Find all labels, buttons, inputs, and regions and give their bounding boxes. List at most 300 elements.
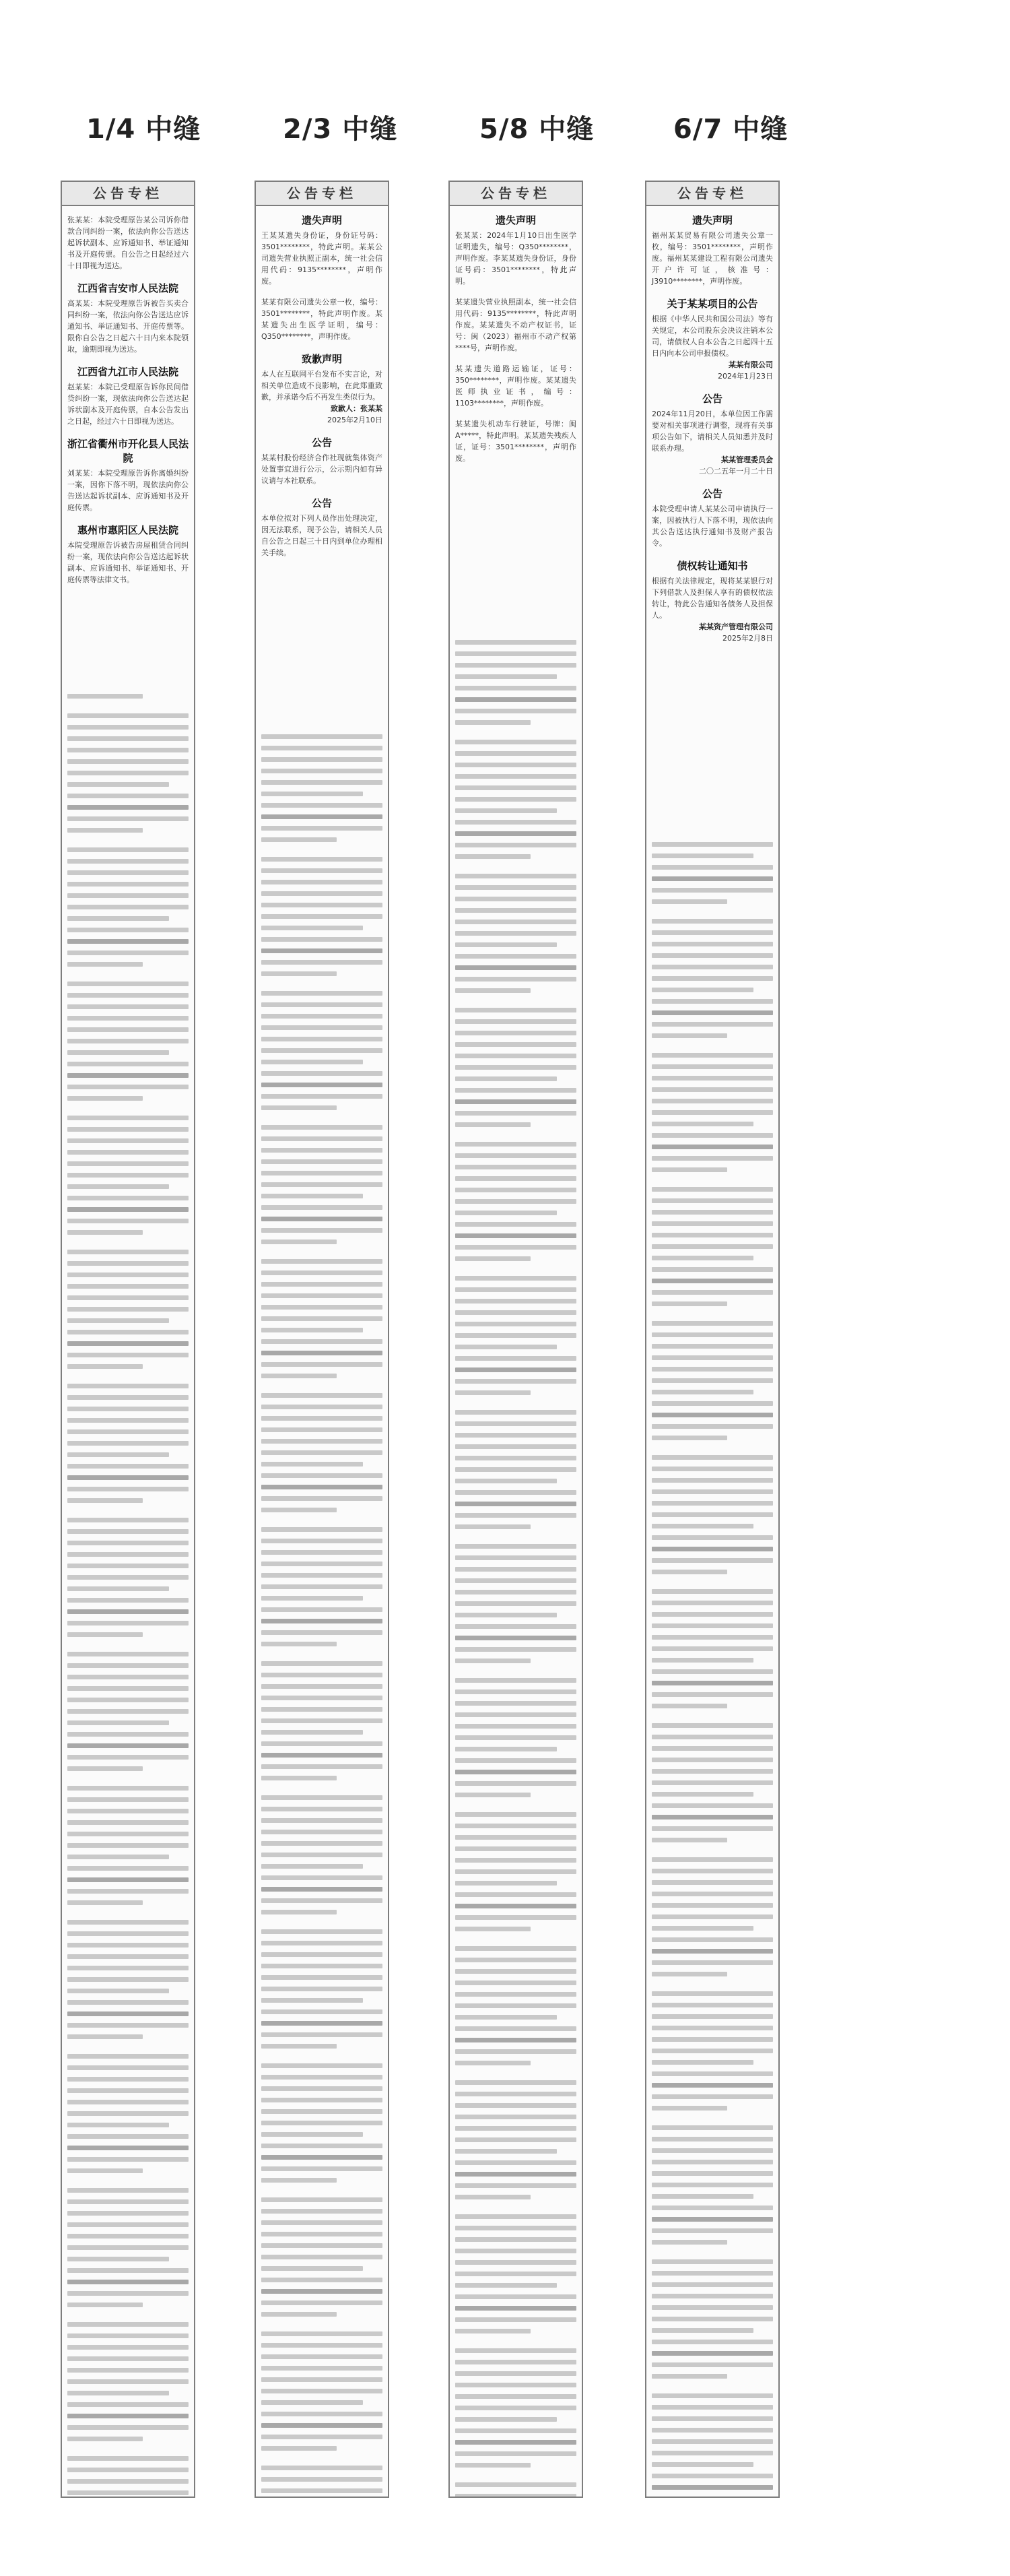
- text-line: [455, 1747, 557, 1751]
- text-line: [261, 2098, 382, 2102]
- text-line: [455, 1647, 576, 1652]
- text-line: [652, 1792, 753, 1797]
- column-heading-3: 5/8 中缝: [479, 114, 595, 145]
- text-line: [455, 931, 576, 936]
- text-line: [261, 1561, 382, 1566]
- text-line: [652, 2405, 773, 2410]
- text-line: [652, 1436, 727, 1440]
- text-line: [67, 713, 189, 718]
- text-line: [67, 2425, 189, 2430]
- text-line: [67, 1039, 189, 1043]
- notice-signature: 某某有限公司: [729, 360, 773, 369]
- text-line: [652, 976, 773, 981]
- text-line: [261, 1159, 382, 1164]
- text-line: [261, 1596, 363, 1601]
- text-line: [652, 1064, 773, 1069]
- text-line: [67, 2368, 189, 2373]
- text-line: [67, 1004, 189, 1009]
- text-line: [455, 709, 576, 713]
- notice-item: [455, 213, 576, 287]
- text-line: [455, 1233, 576, 1238]
- text-line: [261, 1270, 382, 1275]
- notice-body: 某某村股份经济合作社现就集体资产处置事宜进行公示，公示期内如有异议请与本社联系。: [261, 453, 382, 485]
- text-line: [67, 2222, 189, 2227]
- text-line: [652, 2271, 773, 2276]
- text-line: [455, 1421, 576, 1426]
- text-line: [67, 1341, 189, 1346]
- text-line: [652, 2228, 773, 2233]
- text-line: [455, 1390, 531, 1395]
- text-line: [652, 2328, 753, 2333]
- notice-title: 遗失声明: [495, 214, 536, 226]
- text-line: [261, 2377, 382, 2382]
- text-line: [67, 1720, 169, 1725]
- text-line: [652, 2217, 773, 2222]
- text-line: [67, 1273, 189, 1277]
- text-line: [455, 1701, 576, 1706]
- text-line: [455, 2092, 576, 2096]
- text-line: [652, 2474, 773, 2478]
- text-line: [455, 2294, 576, 2299]
- text-line: [455, 1333, 576, 1338]
- text-line: [261, 2021, 382, 2026]
- text-line: [67, 2146, 189, 2150]
- notice-body: 本院受理申请人某某公司申请执行一案，因被执行人下落不明，现依法向其公告送达执行通知书及财产报告令。: [652, 505, 773, 548]
- notice-item: [652, 558, 773, 644]
- notice-title: 关于某某项目的公告: [667, 298, 758, 310]
- text-line: [67, 805, 189, 810]
- text-line: [455, 954, 576, 959]
- text-line: [455, 1310, 576, 1315]
- text-line: [67, 2211, 189, 2216]
- text-line: [455, 2249, 576, 2253]
- text-line: [67, 2437, 143, 2441]
- text-line: [455, 1601, 576, 1606]
- text-line: [652, 2148, 773, 2153]
- text-line: [261, 1941, 382, 1945]
- notice-column-2: [255, 181, 389, 2498]
- text-line: [652, 1857, 773, 1862]
- text-line: [455, 1345, 557, 1349]
- text-line: [652, 1803, 773, 1808]
- text-line: [455, 2137, 576, 2142]
- text-line: [67, 1954, 189, 1959]
- text-line: [67, 736, 189, 741]
- text-line: [261, 1462, 363, 1467]
- text-line: [261, 1496, 382, 1501]
- text-line: [261, 1619, 382, 1623]
- text-line: [652, 1087, 773, 1092]
- text-line: [261, 2400, 363, 2405]
- text-line: [652, 1903, 773, 1908]
- text-line: [67, 993, 189, 998]
- notice-item: [652, 296, 773, 382]
- text-line: [652, 1332, 773, 1337]
- text-line: [261, 2289, 382, 2294]
- notice-item: [652, 486, 773, 549]
- notice-item: [67, 281, 189, 355]
- text-line: [261, 1764, 382, 1769]
- notice-date: 2025年2月8日: [722, 634, 773, 643]
- text-line: [67, 1766, 143, 1771]
- text-line: [652, 1022, 773, 1027]
- text-line: [652, 919, 773, 924]
- text-line: [652, 1145, 773, 1149]
- text-line: [67, 1541, 189, 1545]
- text-line: [455, 1008, 576, 1012]
- column-body: [62, 206, 194, 600]
- text-line: [67, 2291, 189, 2296]
- text-line: [652, 1601, 773, 1605]
- text-line: [261, 903, 382, 907]
- text-line: [455, 751, 576, 756]
- notice-body: 本单位拟对下列人员作出处理决定，因无法联系，现予公告，请相关人员自公告之日起三十日内到单位办理相关手续。: [261, 514, 382, 557]
- text-line: [455, 2406, 576, 2410]
- text-line: [455, 1881, 557, 1886]
- text-line: [652, 2137, 773, 2142]
- text-line: [652, 1570, 727, 1574]
- text-line: [652, 1589, 773, 1594]
- text-line: [455, 1915, 576, 1920]
- text-line: [261, 1929, 382, 1934]
- text-line: [67, 1675, 189, 1679]
- notice-item: [455, 363, 576, 409]
- notice-body: 张某某：2024年1月10日出生医学证明遗失，编号：Q350********，声明作废。李某某遗失身份证，身份证号码：3501********，特此声明。: [455, 231, 576, 286]
- text-line: [261, 2446, 337, 2451]
- text-line: [67, 1598, 189, 1603]
- text-line: [652, 1156, 773, 1161]
- text-line: [261, 971, 337, 976]
- text-line: [455, 1245, 576, 1250]
- text-line: [261, 1642, 337, 1646]
- text-line: [261, 1328, 363, 1332]
- text-line: [455, 1678, 576, 1683]
- text-line: [261, 2423, 382, 2428]
- text-line: [261, 1148, 382, 1153]
- text-line: [67, 1384, 189, 1388]
- text-line: [67, 1709, 189, 1714]
- text-line: [67, 2023, 189, 2028]
- text-line: [652, 1187, 773, 1192]
- text-line: [261, 2300, 382, 2305]
- text-line: [652, 888, 773, 893]
- text-line: [455, 1758, 576, 1763]
- text-line: [652, 1053, 773, 1058]
- text-line: [652, 1390, 753, 1394]
- text-line: [652, 2037, 773, 2042]
- text-line: [455, 2061, 531, 2065]
- text-line: [455, 2383, 576, 2387]
- notice-title: 债权转让通知书: [677, 560, 748, 572]
- text-line: [455, 1613, 557, 1617]
- text-line: [652, 2374, 727, 2379]
- text-line: [67, 1318, 169, 1323]
- text-line: [261, 2255, 382, 2259]
- text-line: [455, 897, 576, 901]
- text-line: [455, 1835, 576, 1840]
- text-line: [261, 1539, 382, 1543]
- text-line: [652, 1321, 773, 1326]
- text-line: [652, 1914, 773, 1919]
- text-line: [455, 1981, 576, 1985]
- text-line: [652, 1033, 727, 1038]
- text-line: [652, 1378, 773, 1383]
- text-line: [67, 2280, 189, 2284]
- text-line: [455, 2348, 576, 2353]
- text-line: [652, 2439, 773, 2444]
- text-line: [652, 1524, 753, 1528]
- text-line: [261, 1661, 382, 1666]
- text-line: [455, 1824, 576, 1828]
- text-line: [261, 2466, 382, 2470]
- notice-body: 某某遗失营业执照副本，统一社会信用代码：9135********，特此声明作废。某某遗失不动产权证书，证号：闽（2023）福州市不动产权第****号，声明作废。: [455, 298, 576, 352]
- text-line: [652, 1623, 773, 1628]
- text-line: [455, 2360, 576, 2364]
- column-heading-1: 1/4 中缝: [86, 114, 201, 145]
- text-line: [67, 1843, 189, 1848]
- text-line: [67, 1207, 189, 1212]
- text-line: [455, 1019, 576, 1024]
- text-line: [67, 1219, 189, 1223]
- notice-item: [67, 437, 189, 513]
- text-line: [67, 1250, 189, 1254]
- text-line: [261, 2312, 337, 2317]
- text-line: [455, 2015, 557, 2020]
- text-line: [652, 865, 773, 870]
- text-line: [652, 2094, 773, 2099]
- text-line: [67, 2268, 189, 2273]
- text-line: [67, 1161, 189, 1166]
- text-line: [455, 1636, 576, 1640]
- text-line: [455, 2103, 576, 2108]
- notice-title: 致歉声明: [301, 353, 342, 365]
- text-line: [261, 1887, 382, 1892]
- text-line: [652, 1815, 773, 1820]
- text-line: [455, 854, 531, 859]
- text-line: [261, 937, 382, 942]
- text-line: [455, 1544, 576, 1549]
- text-line: [67, 1552, 189, 1557]
- text-line: [261, 1730, 363, 1735]
- text-line: [455, 808, 557, 813]
- text-line: [67, 1575, 189, 1580]
- text-line: [67, 981, 189, 986]
- notice-title: 江西省吉安市人民法院: [77, 282, 178, 294]
- text-line: [455, 1153, 576, 1158]
- notice-title: 公告: [311, 437, 332, 449]
- notice-title: 浙江省衢州市开化县人民法院: [67, 438, 189, 464]
- text-line: [652, 1244, 773, 1249]
- text-line: [261, 780, 382, 785]
- text-line: [652, 1612, 773, 1617]
- column-heading-4: 6/7 中缝: [673, 114, 788, 145]
- text-line: [455, 1659, 531, 1663]
- text-line: [67, 1832, 189, 1836]
- text-line: [67, 1261, 189, 1266]
- dense-text-area: [67, 694, 189, 2491]
- text-line: [455, 1502, 576, 1506]
- notice-body: 本院受理原告诉被告房屋租赁合同纠纷一案，现依法向你公告送达起诉状副本、应诉通知书、举证通知书、开庭传票等法律文书。: [67, 541, 189, 584]
- column-heading-2: 2/3 中缝: [283, 114, 398, 145]
- text-line: [67, 2245, 189, 2250]
- text-line: [652, 1838, 727, 1842]
- text-line: [261, 1696, 382, 1700]
- text-line: [652, 1099, 773, 1103]
- text-line: [67, 1743, 189, 1748]
- text-line: [67, 1686, 189, 1691]
- dense-text-area: [261, 734, 382, 2491]
- text-line: [455, 1892, 576, 1897]
- text-line: [67, 1797, 189, 1802]
- text-line: [455, 1042, 576, 1047]
- text-line: [261, 1305, 382, 1310]
- text-line: [652, 1076, 773, 1081]
- text-line: [652, 2462, 753, 2467]
- text-line: [455, 1958, 576, 1962]
- column-title: 公告专栏: [256, 182, 388, 206]
- text-line: [455, 785, 576, 790]
- text-line: [261, 1136, 382, 1141]
- notice-item: [261, 213, 382, 287]
- text-line: [455, 1054, 576, 1058]
- text-line: [261, 1105, 337, 1110]
- text-line: [455, 1858, 576, 1863]
- text-line: [261, 1228, 382, 1233]
- text-line: [652, 2393, 773, 2398]
- text-line: [67, 1977, 189, 1982]
- text-line: [652, 2003, 773, 2007]
- text-line: [261, 1910, 337, 1914]
- text-line: [455, 2317, 576, 2322]
- text-line: [67, 1353, 189, 1357]
- text-line: [67, 782, 169, 787]
- text-line: [652, 1880, 773, 1885]
- text-line: [455, 1276, 576, 1281]
- text-line: [455, 885, 576, 890]
- text-line: [455, 1946, 576, 1951]
- text-line: [67, 882, 189, 887]
- text-line: [455, 1076, 557, 1081]
- text-line: [261, 814, 382, 819]
- text-line: [67, 1820, 189, 1825]
- text-line: [67, 1150, 189, 1155]
- text-line: [652, 1892, 773, 1896]
- text-line: [652, 1344, 773, 1349]
- text-line: [261, 1094, 382, 1099]
- text-line: [652, 2451, 773, 2455]
- text-line: [455, 651, 576, 656]
- text-line: [261, 1607, 382, 1612]
- text-line: [261, 1060, 363, 1064]
- text-line: [455, 1356, 576, 1361]
- text-line: [67, 1096, 143, 1101]
- text-line: [261, 826, 382, 831]
- text-line: [261, 734, 382, 739]
- text-line: [261, 1841, 382, 1846]
- text-line: [652, 2259, 773, 2264]
- text-line: [652, 2194, 753, 2199]
- text-line: [652, 899, 727, 904]
- text-line: [455, 1142, 576, 1147]
- text-line: [67, 2303, 143, 2307]
- text-line: [455, 740, 576, 744]
- text-line: [261, 1205, 382, 1210]
- text-line: [67, 2402, 189, 2407]
- text-line: [455, 1467, 576, 1472]
- text-line: [455, 908, 576, 913]
- notice-item: [455, 418, 576, 464]
- text-line: [455, 1712, 576, 1717]
- text-line: [67, 1418, 189, 1423]
- text-line: [652, 876, 773, 881]
- text-line: [652, 1210, 773, 1215]
- text-line: [652, 1769, 773, 1774]
- text-line: [261, 803, 382, 808]
- text-line: [67, 2379, 189, 2384]
- dense-text-area: [652, 842, 773, 2491]
- text-line: [67, 1116, 189, 1120]
- text-line: [67, 2333, 189, 2338]
- text-line: [455, 2226, 576, 2230]
- text-line: [261, 1182, 382, 1187]
- text-line: [455, 1812, 576, 1817]
- text-line: [652, 1704, 727, 1708]
- text-line: [67, 1330, 189, 1334]
- text-line: [67, 1464, 189, 1469]
- text-line: [652, 930, 773, 935]
- text-line: [67, 2468, 189, 2472]
- text-line: [652, 1547, 773, 1551]
- notice-item: [261, 352, 382, 426]
- text-line: [652, 1746, 773, 1751]
- text-line: [652, 2071, 773, 2076]
- text-line: [652, 2060, 753, 2065]
- text-line: [261, 2009, 382, 2014]
- notice-body: 本人在互联网平台发布不实言论，对相关单位造成不良影响，在此郑重致歉，并承诺今后不再发生类似行为。: [261, 370, 382, 401]
- text-line: [261, 2266, 363, 2271]
- text-line: [261, 1753, 382, 1758]
- text-line: [67, 2356, 189, 2361]
- text-line: [261, 991, 382, 996]
- text-line: [455, 2080, 576, 2085]
- text-line: [261, 1239, 337, 1244]
- text-line: [652, 2240, 727, 2245]
- notice-date: 2024年1月23日: [718, 372, 773, 381]
- text-line: [261, 757, 382, 762]
- text-line: [652, 1367, 773, 1372]
- text-line: [652, 1501, 773, 1506]
- text-line: [455, 2026, 576, 2031]
- text-line: [652, 2428, 773, 2433]
- notice-body: 某某遗失道路运输证，证号：350********，声明作废。某某遗失医师执业证书，编号：1103********，声明作废。: [455, 364, 576, 408]
- text-line: [261, 1037, 382, 1041]
- text-line: [455, 2049, 576, 2054]
- text-line: [455, 2440, 576, 2445]
- text-line: [652, 2026, 773, 2030]
- text-line: [652, 1558, 773, 1563]
- text-line: [261, 1293, 382, 1298]
- text-line: [455, 920, 576, 924]
- text-line: [261, 2166, 382, 2171]
- text-line: [455, 2451, 576, 2456]
- text-line: [455, 843, 576, 847]
- text-line: [261, 868, 382, 873]
- text-line: [67, 1518, 189, 1522]
- text-line: [67, 1632, 143, 1637]
- notice-title: 公告: [702, 488, 722, 500]
- text-line: [652, 2485, 773, 2490]
- text-line: [455, 2160, 576, 2165]
